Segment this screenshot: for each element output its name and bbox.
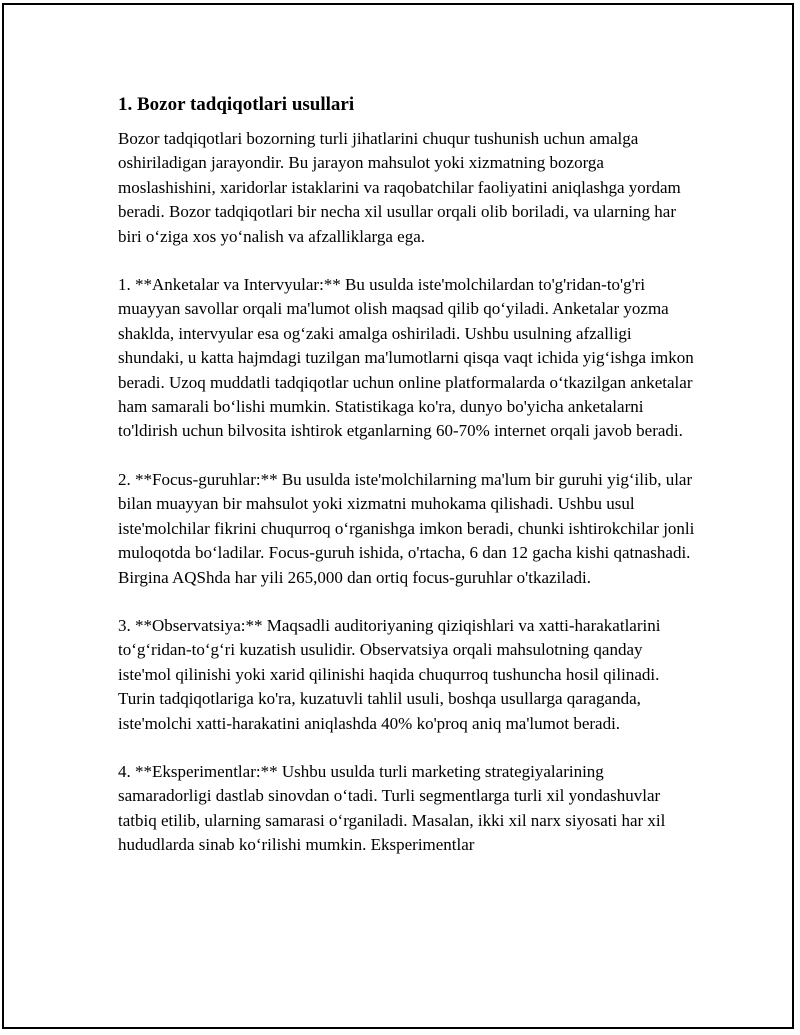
paragraph-surveys-interviews: 1. **Anketalar va Intervyular:** Bu usulda iste'molchilardan to'g'ridan-to'g'ri muayyan savollar orqali ma'lumot olish maqsad qilib qoʻyiladi. Anketalar yozma shaklda, intervyular esa ogʻzaki amalga oshiriladi. Ushbu usulning afzalligi shundaki, u katta hajmdagi tuzilgan ma'lumotlarni qisqa vaqt ichida yigʻishga imkon beradi. Uzoq muddatli tadqiqotlar uchun online platformalarda oʻtkazilgan anketalar ham samarali boʻlishi mumkin. Statistikaga ko'ra, dunyo bo'yicha anketalarni to'ldirish uchun bilvosita ishtirok etganlarning 60-70% internet orqali javob beradi.	[118, 275, 694, 441]
document-body	[118, 92, 698, 882]
section-heading: 1. Bozor tadqiqotlari usullari	[118, 94, 355, 115]
paragraph-observation: 3. **Observatsiya:** Maqsadli auditoriyaning qiziqishlari va xatti-harakatlarini toʻgʻridan-toʻgʻri kuzatish usulidir. Observatsiya orqali mahsulotning qanday iste'mol qilinishi yoki xarid qilinishi haqida chuqurroq tushuncha hosil qilinadi. Turin tadqiqotlariga ko'ra, kuzatuvli tahlil usuli, boshqa usullarga qaraganda, iste'molchi xatti-harakatini aniqlashda 40% ko'proq aniq ma'lumot beradi.	[118, 615, 661, 733]
intro-paragraph: Bozor tadqiqotlari bozorning turli jihatlarini chuqur tushunish uchun amalga oshiriladigan jarayondir. Bu jarayon mahsulot yoki xizmatning bozorga moslashishini, xaridorlar istaklarini va raqobatchilar faoliyatini aniqlashga yordam beradi. Bozor tadqiqotlari bir necha xil usullar orqali olib boriladi, va ularning har biri oʻziga xos yoʻnalish va afzalliklarga ega.	[118, 129, 681, 246]
paragraph-focus-groups: 2. **Focus-guruhlar:** Bu usulda iste'molchilarning ma'lum bir guruhi yigʻilib, ular bilan muayyan bir mahsulot yoki xizmatni muhokama qilishadi. Ushbu usul iste'molchilar fikrini chuqurroq oʻrganishga imkon beradi, chunki ishtirokchilar jonli muloqotda boʻladilar. Focus-guruh ishida, o'rtacha, 6 dan 12 gacha kishi qatnashadi. Birgina AQShda har yili 265,000 dan ortiq focus-guruhlar o'tkaziladi.	[118, 469, 695, 587]
paragraph-experiments: 4. **Eksperimentlar:** Ushbu usulda turli marketing strategiyalarining samaradorligi dastlab sinovdan oʻtadi. Turli segmentlarga turli xil yondashuvlar tatbiq etilib, ularning samarasi oʻrganiladi. Masalan, ikki xil narx siyosati har xil hududlarda sinab koʻrilishi mumkin. Eksperimentlar	[118, 761, 666, 855]
